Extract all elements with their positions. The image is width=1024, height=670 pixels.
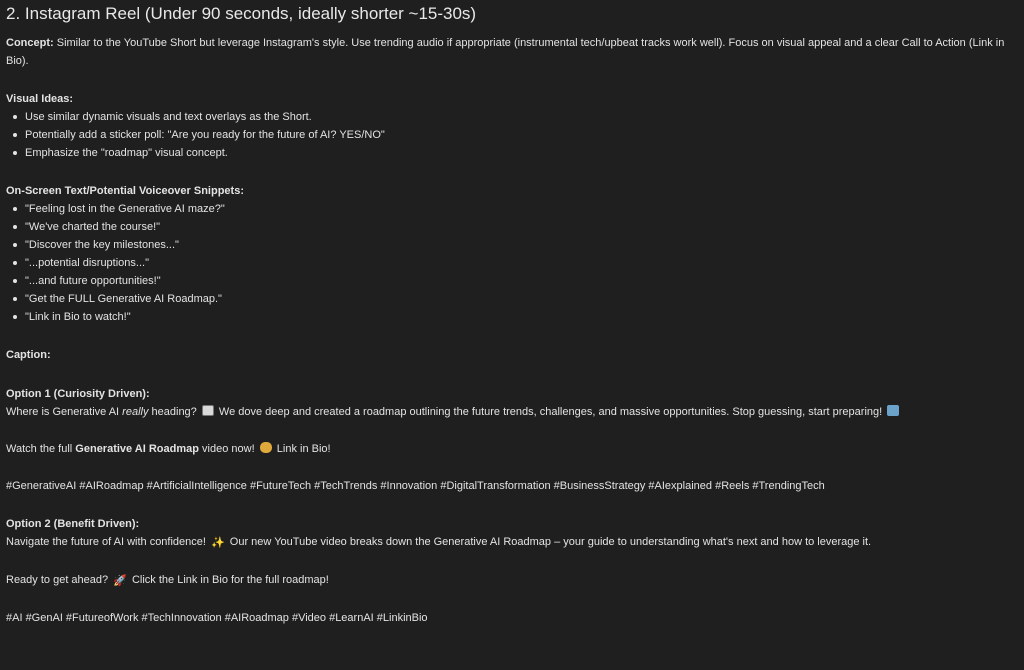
option1-line1-text-a: Where is Generative AI xyxy=(6,406,123,418)
list-item: Use similar dynamic visuals and text overlays as the Short. xyxy=(25,108,1018,126)
snippets-title: On-Screen Text/Potential Voiceover Snippets: xyxy=(6,185,244,197)
goggles-emoji-icon xyxy=(202,405,214,416)
concept-paragraph xyxy=(6,34,1018,70)
option1-line1-emphasis: really xyxy=(122,406,149,418)
option1-line1 xyxy=(6,403,1018,421)
option1-line2-bold: Generative AI Roadmap xyxy=(75,443,199,455)
option1-line1-text-c: We dove deep and created a roadmap outlining the future trends, challenges, and massive opportunities. Stop guessing, start preparing! xyxy=(215,406,883,418)
list-item: "Discover the key milestones..." xyxy=(25,236,1018,254)
option2-line2-text-b: Click the Link in Bio for the full roadmap! xyxy=(128,574,329,586)
option1-line2-text-c: Link in Bio! xyxy=(273,443,331,455)
option2-line1 xyxy=(6,533,1018,552)
option2-line2-text-a: Ready to get ahead? xyxy=(6,574,109,586)
option2-title: Option 2 (Benefit Driven): xyxy=(6,518,140,530)
concept-text: Similar to the YouTube Short but leverage Instagram's style. Use trending audio if appropriate (instrumental tech/upbeat tracks work well). Focus on visual appeal and a clear Call to Action (Link in Bio). xyxy=(6,37,1005,67)
option2-line2 xyxy=(6,571,1018,590)
concept-label: Concept: xyxy=(6,37,54,49)
option1-line2-text-a: Watch the full xyxy=(6,443,76,455)
option1-title: Option 1 (Curiosity Driven): xyxy=(6,388,150,400)
caption-title: Caption: xyxy=(6,349,51,361)
list-item: Emphasize the "roadmap" visual concept. xyxy=(25,144,1018,162)
list-item: "...and future opportunities!" xyxy=(25,272,1018,290)
list-item: "Get the FULL Generative AI Roadmap." xyxy=(25,290,1018,308)
map-emoji-icon xyxy=(887,405,899,416)
sparkles-emoji-icon: ✨ xyxy=(211,537,225,549)
option1-line1-text-b: heading? xyxy=(148,406,197,418)
option2-line1-text-a: Navigate the future of AI with confidence! xyxy=(6,536,206,548)
list-item: "Feeling lost in the Generative AI maze?" xyxy=(25,200,1018,218)
option1-line2 xyxy=(6,440,1018,458)
option2-hashtags: #AI #GenAI #FutureofWork #TechInnovation #AIRoadmap #Video #LearnAI #LinkinBio xyxy=(6,612,428,624)
list-item: Potentially add a sticker poll: "Are you ready for the future of AI? YES/NO" xyxy=(25,126,1018,144)
visual-ideas-title: Visual Ideas: xyxy=(6,93,74,105)
pointing-hand-emoji-icon xyxy=(260,442,272,453)
rocket-emoji-icon: 🚀 xyxy=(113,575,127,587)
option1-hashtags: #GenerativeAI #AIRoadmap #ArtificialIntelligence #FutureTech #TechTrends #Innovation #DigitalTransformation #BusinessStrategy #AIexplained #Reels #TrendingTech xyxy=(6,480,825,492)
section-heading: 2. Instagram Reel (Under 90 seconds, ideally shorter ~15-30s) xyxy=(6,4,477,23)
list-item: "...potential disruptions..." xyxy=(25,254,1018,272)
visual-ideas-list xyxy=(6,108,1018,162)
snippets-list xyxy=(6,200,1018,326)
option1-line2-text-b: video now! xyxy=(198,443,255,455)
option2-line1-text-b: Our new YouTube video breaks down the Generative AI Roadmap – your guide to understanding what's next and how to leverage it. xyxy=(226,536,872,548)
list-item: "Link in Bio to watch!" xyxy=(25,308,1018,326)
list-item: "We've charted the course!" xyxy=(25,218,1018,236)
